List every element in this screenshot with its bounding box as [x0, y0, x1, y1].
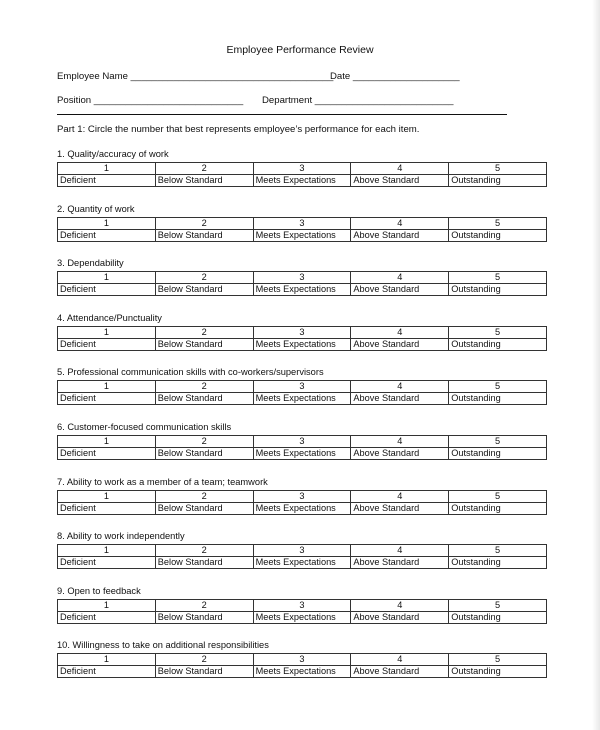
rating-item: [57, 584, 547, 624]
rating-label-3: Meets Expectations: [253, 284, 351, 296]
rating-scale-table: [57, 271, 547, 296]
rating-scale-table: [57, 380, 547, 405]
rating-label-4: Above Standard: [351, 502, 449, 514]
rating-label-1: Deficient: [58, 666, 156, 678]
rating-option-2[interactable]: 2: [155, 272, 253, 284]
rating-option-1[interactable]: 1: [58, 490, 156, 502]
page-edge-shadow: [592, 0, 600, 730]
rating-label-row: [58, 557, 547, 569]
rating-label-2: Below Standard: [155, 611, 253, 623]
rating-label-3: Meets Expectations: [253, 502, 351, 514]
rating-label-row: [58, 393, 547, 405]
rating-option-1[interactable]: 1: [58, 163, 156, 175]
rating-label-1: Deficient: [58, 557, 156, 569]
rating-option-1[interactable]: 1: [58, 654, 156, 666]
rating-option-2[interactable]: 2: [155, 436, 253, 448]
rating-option-5[interactable]: 5: [449, 654, 547, 666]
rating-label-1: Deficient: [58, 175, 156, 187]
rating-scale-table: [57, 217, 547, 242]
rating-label-row: [58, 338, 547, 350]
rating-option-4[interactable]: 4: [351, 163, 449, 175]
rating-label-4: Above Standard: [351, 229, 449, 241]
rating-scale-table: [57, 544, 547, 569]
rating-option-3[interactable]: 3: [253, 272, 351, 284]
rating-option-4[interactable]: 4: [351, 217, 449, 229]
rating-item-title: 8. Ability to work independently: [57, 531, 185, 542]
rating-number-row: [58, 217, 547, 229]
rating-label-3: Meets Expectations: [253, 338, 351, 350]
rating-label-3: Meets Expectations: [253, 229, 351, 241]
rating-label-1: Deficient: [58, 502, 156, 514]
rating-label-4: Above Standard: [351, 175, 449, 187]
rating-option-3[interactable]: 3: [253, 381, 351, 393]
rating-label-row: [58, 666, 547, 678]
rating-option-5[interactable]: 5: [449, 490, 547, 502]
rating-number-row: [58, 490, 547, 502]
rating-label-row: [58, 448, 547, 460]
rating-scale-table: [57, 490, 547, 515]
rating-option-5[interactable]: 5: [449, 326, 547, 338]
position-field: Position ____________________________: [57, 95, 244, 106]
rating-number-row: [58, 436, 547, 448]
employee-name-field: Employee Name ______________________________________: [57, 71, 334, 82]
rating-label-4: Above Standard: [351, 448, 449, 460]
rating-option-4[interactable]: 4: [351, 599, 449, 611]
rating-option-3[interactable]: 3: [253, 436, 351, 448]
rating-option-1[interactable]: 1: [58, 217, 156, 229]
rating-label-4: Above Standard: [351, 393, 449, 405]
rating-scale-table: [57, 435, 547, 460]
rating-item: [57, 311, 547, 351]
rating-label-5: Outstanding: [449, 666, 547, 678]
rating-option-3[interactable]: 3: [253, 217, 351, 229]
rating-label-1: Deficient: [58, 229, 156, 241]
rating-option-3[interactable]: 3: [253, 545, 351, 557]
rating-label-3: Meets Expectations: [253, 393, 351, 405]
rating-option-2[interactable]: 2: [155, 490, 253, 502]
rating-option-2[interactable]: 2: [155, 163, 253, 175]
date-field: Date ____________________: [330, 71, 460, 82]
rating-label-4: Above Standard: [351, 611, 449, 623]
rating-option-4[interactable]: 4: [351, 654, 449, 666]
department-field: Department __________________________: [262, 95, 454, 106]
rating-item: [57, 475, 547, 515]
rating-scale-table: [57, 162, 547, 187]
rating-label-row: [58, 284, 547, 296]
rating-item: [57, 420, 547, 460]
rating-option-3[interactable]: 3: [253, 326, 351, 338]
rating-label-5: Outstanding: [449, 393, 547, 405]
rating-option-4[interactable]: 4: [351, 381, 449, 393]
rating-number-row: [58, 545, 547, 557]
rating-item-title: 7. Ability to work as a member of a team; teamwork: [57, 476, 268, 487]
rating-item: [57, 529, 547, 569]
rating-label-5: Outstanding: [449, 284, 547, 296]
rating-label-5: Outstanding: [449, 338, 547, 350]
rating-label-3: Meets Expectations: [253, 448, 351, 460]
rating-item: [57, 365, 547, 405]
part1-instructions: [57, 124, 419, 135]
part1-label: Part 1:: [57, 124, 86, 135]
rating-option-3[interactable]: 3: [253, 490, 351, 502]
rating-option-5[interactable]: 5: [449, 381, 547, 393]
rating-item-title: 10. Willingness to take on additional responsibilities: [57, 640, 269, 651]
rating-scale-table: [57, 326, 547, 351]
rating-label-1: Deficient: [58, 393, 156, 405]
rating-number-row: [58, 326, 547, 338]
rating-label-3: Meets Expectations: [253, 611, 351, 623]
rating-label-2: Below Standard: [155, 229, 253, 241]
rating-number-row: [58, 654, 547, 666]
rating-label-5: Outstanding: [449, 557, 547, 569]
rating-label-2: Below Standard: [155, 666, 253, 678]
rating-label-1: Deficient: [58, 611, 156, 623]
rating-option-4[interactable]: 4: [351, 436, 449, 448]
rating-label-4: Above Standard: [351, 284, 449, 296]
rating-label-3: Meets Expectations: [253, 175, 351, 187]
rating-label-2: Below Standard: [155, 175, 253, 187]
rating-number-row: [58, 163, 547, 175]
rating-label-5: Outstanding: [449, 611, 547, 623]
rating-number-row: [58, 599, 547, 611]
rating-number-row: [58, 381, 547, 393]
rating-option-2[interactable]: 2: [155, 545, 253, 557]
rating-label-2: Below Standard: [155, 393, 253, 405]
rating-option-4[interactable]: 4: [351, 326, 449, 338]
rating-label-2: Below Standard: [155, 284, 253, 296]
rating-label-row: [58, 175, 547, 187]
rating-option-1[interactable]: 1: [58, 599, 156, 611]
rating-label-2: Below Standard: [155, 448, 253, 460]
rating-label-5: Outstanding: [449, 502, 547, 514]
rating-label-5: Outstanding: [449, 175, 547, 187]
rating-label-1: Deficient: [58, 448, 156, 460]
rating-option-3[interactable]: 3: [253, 654, 351, 666]
rating-item-title: 6. Customer-focused communication skills: [57, 422, 232, 432]
rating-item-title: 4. Attendance/Punctuality: [57, 312, 162, 323]
rating-option-5[interactable]: 5: [449, 599, 547, 611]
rating-label-4: Above Standard: [351, 557, 449, 569]
rating-option-2[interactable]: 2: [155, 381, 253, 393]
rating-label-1: Deficient: [58, 284, 156, 296]
rating-option-2[interactable]: 2: [155, 326, 253, 338]
rating-option-1[interactable]: 1: [58, 326, 156, 338]
rating-label-2: Below Standard: [155, 557, 253, 569]
rating-option-5[interactable]: 5: [449, 436, 547, 448]
rating-scale-table: [57, 599, 547, 624]
rating-label-3: Meets Expectations: [253, 557, 351, 569]
rating-option-4[interactable]: 4: [351, 545, 449, 557]
rating-option-5[interactable]: 5: [449, 272, 547, 284]
rating-label-2: Below Standard: [155, 502, 253, 514]
rating-item: [57, 256, 547, 296]
rating-item-title: 5. Professional communication skills with co-workers/supervisors: [57, 367, 324, 378]
rating-option-1[interactable]: 1: [58, 545, 156, 557]
rating-option-1[interactable]: 1: [58, 436, 156, 448]
rating-label-row: [58, 611, 547, 623]
rating-label-row: [58, 229, 547, 241]
rating-item-title: 9. Open to feedback: [57, 585, 141, 596]
rating-label-3: Meets Expectations: [253, 666, 351, 678]
rating-option-4[interactable]: 4: [351, 272, 449, 284]
part1-instruction-text: Circle the number that best represents employee’s performance for each item.: [85, 124, 420, 135]
rating-label-4: Above Standard: [351, 338, 449, 350]
rating-item: [57, 638, 547, 678]
rating-scale-table: [57, 653, 547, 678]
rating-option-5[interactable]: 5: [449, 163, 547, 175]
rating-option-5[interactable]: 5: [449, 545, 547, 557]
header-divider: [57, 114, 507, 115]
rating-number-row: [58, 272, 547, 284]
rating-option-1[interactable]: 1: [58, 381, 156, 393]
rating-label-row: [58, 502, 547, 514]
rating-option-3[interactable]: 3: [253, 599, 351, 611]
rating-option-3[interactable]: 3: [253, 163, 351, 175]
rating-item-title: 2. Quantity of work: [57, 203, 135, 214]
rating-item-title: 3. Dependability: [57, 258, 124, 269]
rating-label-1: Deficient: [58, 338, 156, 350]
rating-option-5[interactable]: 5: [449, 217, 547, 229]
rating-option-2[interactable]: 2: [155, 654, 253, 666]
rating-item-title: 1. Quality/accuracy of work: [57, 149, 169, 159]
form-title: Employee Performance Review: [226, 44, 374, 56]
rating-label-5: Outstanding: [449, 229, 547, 241]
rating-option-2[interactable]: 2: [155, 599, 253, 611]
rating-option-4[interactable]: 4: [351, 490, 449, 502]
rating-option-2[interactable]: 2: [155, 217, 253, 229]
rating-item: [57, 202, 547, 242]
rating-label-2: Below Standard: [155, 338, 253, 350]
rating-item: [57, 147, 547, 187]
rating-label-4: Above Standard: [351, 666, 449, 678]
rating-label-5: Outstanding: [449, 448, 547, 460]
rating-option-1[interactable]: 1: [58, 272, 156, 284]
